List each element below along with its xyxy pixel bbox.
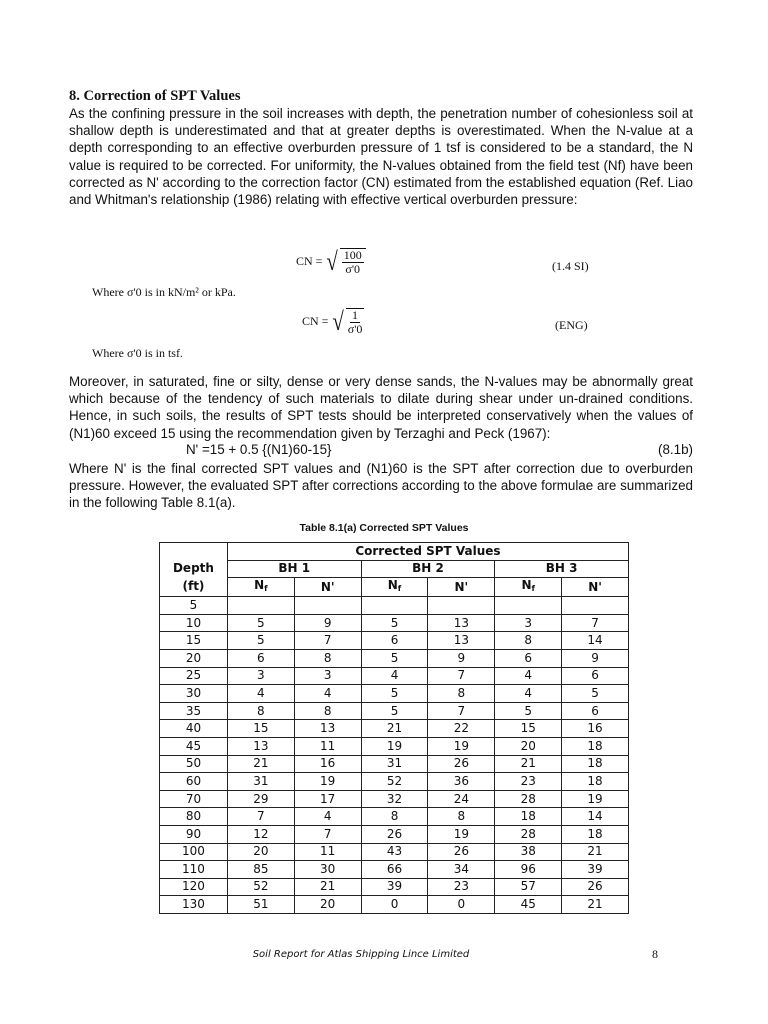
depth-cell: 70 xyxy=(160,790,228,808)
value-cell: 21 xyxy=(562,896,629,914)
value-cell: 28 xyxy=(495,790,562,808)
depth-cell: 45 xyxy=(160,737,228,755)
value-cell: 6 xyxy=(562,702,629,720)
value-cell: 39 xyxy=(562,861,629,879)
value-cell: 6 xyxy=(562,667,629,685)
value-cell xyxy=(361,597,428,615)
value-cell: 14 xyxy=(562,808,629,826)
table-caption: Table 8.1(a) Corrected SPT Values xyxy=(299,522,469,534)
value-cell: 23 xyxy=(495,773,562,791)
nf-header: $N_f$ xyxy=(227,578,294,597)
value-cell: 34 xyxy=(428,861,495,879)
table-corner-cell xyxy=(160,543,228,561)
value-cell: 8 xyxy=(227,702,294,720)
value-cell: 23 xyxy=(428,878,495,896)
value-cell: 8 xyxy=(361,808,428,826)
value-cell: 26 xyxy=(428,755,495,773)
depth-cell: 10 xyxy=(160,614,228,632)
n-prime-header: N' xyxy=(562,578,629,597)
value-cell: 16 xyxy=(294,755,361,773)
value-cell: 24 xyxy=(428,790,495,808)
table-row xyxy=(160,614,629,632)
formula-si-where: Where σ'0 is in kN/m² or kPa. xyxy=(92,285,236,299)
value-cell: 7 xyxy=(562,614,629,632)
table-row xyxy=(160,808,629,826)
value-cell: 31 xyxy=(361,755,428,773)
table-row xyxy=(160,773,629,791)
formula-eng-ref: (ENG) xyxy=(555,318,588,332)
value-cell: 12 xyxy=(227,825,294,843)
value-cell: 4 xyxy=(495,667,562,685)
depth-header: Depth xyxy=(160,560,228,578)
value-cell: 39 xyxy=(361,878,428,896)
formula-si xyxy=(296,248,366,276)
value-cell: 7 xyxy=(428,667,495,685)
depth-cell: 5 xyxy=(160,597,228,615)
value-cell: 8 xyxy=(294,649,361,667)
table-row xyxy=(160,685,629,703)
intro-paragraph: As the confining pressure in the soil increases with depth, the penetration number of cohesionless soil at shallow depth is underestimated and that at greater depths is overestimated. When the N-value at a depth corresponding to an effective overburden pressure of 1 tsf is considered to be a standard, the N value is required to be corrected. For uniformity, the N-values obtained from the field test (Nf) have been corrected as N' according to the correction factor (CN) estimated from the established equation (Ref. Liao and Whitman's relationship (1986) relating with effective vertical overburden pressure: xyxy=(69,106,693,208)
formula-eng-denominator: σ'0 xyxy=(347,322,363,336)
table-row xyxy=(160,861,629,879)
value-cell: 9 xyxy=(562,649,629,667)
formula-eng-lhs: CN = xyxy=(302,313,329,328)
depth-cell: 40 xyxy=(160,720,228,738)
value-cell: 21 xyxy=(294,878,361,896)
value-cell: 21 xyxy=(361,720,428,738)
value-cell: 20 xyxy=(227,843,294,861)
bh1-header: BH 1 xyxy=(227,560,361,578)
depth-cell: 120 xyxy=(160,878,228,896)
value-cell: 4 xyxy=(361,667,428,685)
value-cell xyxy=(294,597,361,615)
value-cell: 21 xyxy=(562,843,629,861)
value-cell: 30 xyxy=(294,861,361,879)
summary-paragraph: Where N' is the final corrected SPT values and (N1)60 is the SPT after correction due to overburden pressure. However, the evaluated SPT after corrections according to the above formulae are summarized in the following Table 8.1(a). xyxy=(69,461,693,511)
value-cell: 5 xyxy=(495,702,562,720)
nf-header: $N_f$ xyxy=(361,578,428,597)
value-cell: 18 xyxy=(562,773,629,791)
value-cell: 4 xyxy=(227,685,294,703)
table-body xyxy=(160,597,629,914)
terzaghi-equation-ref: (8.1b) xyxy=(658,442,693,457)
table-row xyxy=(160,667,629,685)
value-cell: 18 xyxy=(562,825,629,843)
depth-cell: 80 xyxy=(160,808,228,826)
value-cell: 6 xyxy=(361,632,428,650)
value-cell: 26 xyxy=(562,878,629,896)
value-cell: 8 xyxy=(428,685,495,703)
value-cell xyxy=(495,597,562,615)
value-cell xyxy=(562,597,629,615)
value-cell: 9 xyxy=(428,649,495,667)
value-cell: 28 xyxy=(495,825,562,843)
value-cell: 9 xyxy=(294,614,361,632)
value-cell: 11 xyxy=(294,843,361,861)
table-row xyxy=(160,878,629,896)
value-cell: 8 xyxy=(428,808,495,826)
value-cell: 3 xyxy=(495,614,562,632)
formula-si-numerator: 100 xyxy=(343,248,362,262)
value-cell: 4 xyxy=(495,685,562,703)
table-row xyxy=(160,597,629,615)
nf-header: $N_f$ xyxy=(495,578,562,597)
value-cell: 29 xyxy=(227,790,294,808)
sqrt-symbol: √ $\frac{1}{\sigma'0}$ xyxy=(332,307,363,336)
moreover-paragraph: Moreover, in saturated, fine or silty, dense or very dense sands, the N-values may be abnormally great which because of the tendency of such materials to dilate during shear under un-drained conditions. Hence, in such soils, the results of SPT tests should be interpreted conservatively when the values of (N1)60 exceed 15 using the recommendation given by Terzaghi and Peck (1967): xyxy=(69,374,693,441)
terzaghi-equation: N' =15 + 0.5 {(N1)60-15} xyxy=(186,442,332,457)
value-cell: 7 xyxy=(294,632,361,650)
formula-eng xyxy=(302,308,364,336)
value-cell: 16 xyxy=(562,720,629,738)
value-cell: 19 xyxy=(294,773,361,791)
value-cell: 51 xyxy=(227,896,294,914)
value-cell: 45 xyxy=(495,896,562,914)
value-cell: 31 xyxy=(227,773,294,791)
value-cell: 3 xyxy=(294,667,361,685)
value-cell: 26 xyxy=(428,843,495,861)
value-cell: 5 xyxy=(227,614,294,632)
value-cell: 7 xyxy=(294,825,361,843)
corrected-spt-table xyxy=(159,542,629,914)
value-cell: 43 xyxy=(361,843,428,861)
formula-si-denominator: σ'0 xyxy=(345,262,361,276)
depth-cell: 15 xyxy=(160,632,228,650)
depth-cell: 90 xyxy=(160,825,228,843)
formula-eng-where: Where σ'0 is in tsf. xyxy=(92,346,183,360)
table-title: Corrected SPT Values xyxy=(227,543,628,561)
value-cell: 19 xyxy=(428,737,495,755)
depth-cell: 25 xyxy=(160,667,228,685)
value-cell: 20 xyxy=(495,737,562,755)
table-row xyxy=(160,755,629,773)
section-heading: 8. Correction of SPT Values xyxy=(69,88,241,104)
table-row xyxy=(160,720,629,738)
sqrt-symbol: √ $\frac{100}{\sigma'0}$ xyxy=(325,248,365,276)
value-cell: 19 xyxy=(361,737,428,755)
depth-cell: 20 xyxy=(160,649,228,667)
value-cell: 0 xyxy=(361,896,428,914)
table-row xyxy=(160,843,629,861)
footer-text: Soil Report for Atlas Shipping Lince Limited xyxy=(252,949,470,960)
value-cell: 52 xyxy=(361,773,428,791)
bh3-header: BH 3 xyxy=(495,560,629,578)
value-cell: 18 xyxy=(562,737,629,755)
value-cell: 17 xyxy=(294,790,361,808)
n-prime-header: N' xyxy=(294,578,361,597)
page-number: 8 xyxy=(652,947,658,961)
depth-cell: 60 xyxy=(160,773,228,791)
value-cell: 52 xyxy=(227,878,294,896)
value-cell xyxy=(428,597,495,615)
depth-cell: 100 xyxy=(160,843,228,861)
depth-cell: 130 xyxy=(160,896,228,914)
value-cell: 5 xyxy=(227,632,294,650)
value-cell: 5 xyxy=(361,649,428,667)
formula-si-ref: (1.4 SI) xyxy=(552,259,589,273)
value-cell: 21 xyxy=(495,755,562,773)
value-cell: 15 xyxy=(495,720,562,738)
value-cell: 11 xyxy=(294,737,361,755)
value-cell: 26 xyxy=(361,825,428,843)
value-cell: 18 xyxy=(562,755,629,773)
value-cell: 13 xyxy=(428,614,495,632)
value-cell: 36 xyxy=(428,773,495,791)
value-cell: 18 xyxy=(495,808,562,826)
value-cell: 5 xyxy=(361,702,428,720)
table-row xyxy=(160,737,629,755)
value-cell: 5 xyxy=(361,685,428,703)
table-row xyxy=(160,896,629,914)
value-cell: 0 xyxy=(428,896,495,914)
value-cell: 5 xyxy=(562,685,629,703)
value-cell: 19 xyxy=(562,790,629,808)
value-cell: 13 xyxy=(428,632,495,650)
value-cell: 7 xyxy=(227,808,294,826)
formula-eng-numerator: 1 xyxy=(352,308,359,322)
table-row xyxy=(160,649,629,667)
depth-cell: 35 xyxy=(160,702,228,720)
value-cell: 6 xyxy=(495,649,562,667)
table-row xyxy=(160,825,629,843)
n-prime-header: N' xyxy=(428,578,495,597)
depth-cell: 110 xyxy=(160,861,228,879)
value-cell: 13 xyxy=(294,720,361,738)
value-cell: 4 xyxy=(294,808,361,826)
value-cell: 66 xyxy=(361,861,428,879)
value-cell: 7 xyxy=(428,702,495,720)
value-cell: 20 xyxy=(294,896,361,914)
value-cell: 38 xyxy=(495,843,562,861)
value-cell: 13 xyxy=(227,737,294,755)
table-row xyxy=(160,790,629,808)
depth-cell: 50 xyxy=(160,755,228,773)
value-cell: 3 xyxy=(227,667,294,685)
value-cell: 8 xyxy=(495,632,562,650)
value-cell: 15 xyxy=(227,720,294,738)
depth-cell: 30 xyxy=(160,685,228,703)
value-cell: 85 xyxy=(227,861,294,879)
value-cell: 5 xyxy=(361,614,428,632)
value-cell: 96 xyxy=(495,861,562,879)
value-cell: 14 xyxy=(562,632,629,650)
value-cell: 4 xyxy=(294,685,361,703)
value-cell: 8 xyxy=(294,702,361,720)
table-row xyxy=(160,632,629,650)
value-cell: 22 xyxy=(428,720,495,738)
formula-si-lhs: CN = xyxy=(296,253,323,268)
depth-unit-header: (ft) xyxy=(160,578,228,597)
value-cell: 32 xyxy=(361,790,428,808)
bh2-header: BH 2 xyxy=(361,560,495,578)
value-cell: 57 xyxy=(495,878,562,896)
value-cell: 21 xyxy=(227,755,294,773)
table-row xyxy=(160,702,629,720)
value-cell: 19 xyxy=(428,825,495,843)
value-cell: 6 xyxy=(227,649,294,667)
value-cell xyxy=(227,597,294,615)
